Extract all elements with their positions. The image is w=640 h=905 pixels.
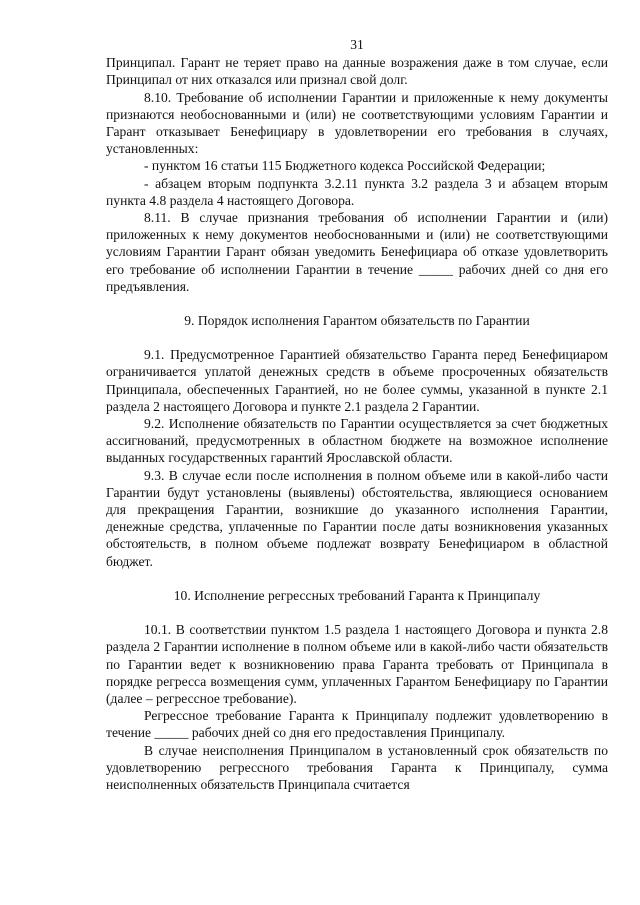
paragraph-8-11: 8.11. В случае признания требования об исполнении Гарантии и (или) приложенных к нему документов необоснованными и (или) не соответствующими условиям Гарантии Гарант обязан уведомить Бенефициара об отказе удовлетворить его требование об исполнении Гарантии в течение _____ рабочих дней со дня его предъявления. xyxy=(106,210,608,294)
section-title-9: 9. Порядок исполнения Гарантом обязательств по Гарантии xyxy=(184,313,530,329)
paragraph-9-2: 9.2. Исполнение обязательств по Гарантии осуществляется за счет бюджетных ассигнований, предусмотренных в областном бюджете на возможное исполнение выданных государственных гарантий Ярославской области. xyxy=(106,416,608,466)
document-page xyxy=(106,36,608,793)
paragraph-non-fulfillment: В случае неисполнения Принципалом в установленный срок обязательств по удовлетворению регрессного требования Гаранта к Принципалу, сумма неисполненных обязательств Принципала считается xyxy=(106,742,608,792)
paragraph-continuation: Принципал. Гарант не теряет право на данные возражения даже в том случае, если Принципал от них отказался или признал свой долг. xyxy=(106,55,608,88)
paragraph-regress-term: Регрессное требование Гаранта к Принципалу подлежит удовлетворению в течение _____ рабочих дней со дня его предоставления Принципалу. xyxy=(106,708,608,741)
paragraph-8-10: 8.10. Требование об исполнении Гарантии и приложенные к нему документы признаются необоснованными и (или) не соответствующими условиям Гарантии и Гарант отказывает Бенефициару в удовлетворении его требования в случаях, установленных: xyxy=(106,89,608,157)
paragraph-9-3: 9.3. В случае если после исполнения в полном объеме или в какой-либо части Гарантии будут установлены (выявлены) обстоятельства, являющиеся основанием для прекращения Гарантии, возникшие до указанного исполнения Гарантии, денежные средства, уплаченные по Гарантии после даты возникновения указанных обстоятельств, в полном объеме подлежат возврату Бенефициаром в областной бюджет. xyxy=(106,467,608,569)
paragraph-9-1: 9.1. Предусмотренное Гарантией обязательство Гаранта перед Бенефициаром ограничивается уплатой денежных средств в объеме просроченных обязательств Принципала, обеспеченных Гарантией, но не более суммы, указанной в пункте 2.1 раздела 2 настоящего Договора и пункте 2.1 раздела 2 Гарантии. xyxy=(106,347,608,414)
paragraph-10-1: 10.1. В соответствии пунктом 1.5 раздела 1 настоящего Договора и пункта 2.8 раздела 2 Гарантии исполнение в полном объеме или в какой-либо части обязательств по Гарантии ведет к возникновению права Гаранта требовать от Принципала в порядке регресса возмещения сумм, уплаченных Гарантом Бенефициару по Гарантии (далее – регрессное требование). xyxy=(106,622,608,706)
list-item: - абзацем вторым подпункта 3.2.11 пункта 3.2 раздела 3 и абзацем вторым пункта 4.8 раздела 4 настоящего Договора. xyxy=(106,175,608,208)
section-title-10: 10. Исполнение регрессных требований Гаранта к Принципалу xyxy=(173,587,541,603)
page-number: 31 xyxy=(350,37,364,52)
list-item: - пунктом 16 статьи 115 Бюджетного кодекса Российской Федерации; xyxy=(144,158,546,174)
